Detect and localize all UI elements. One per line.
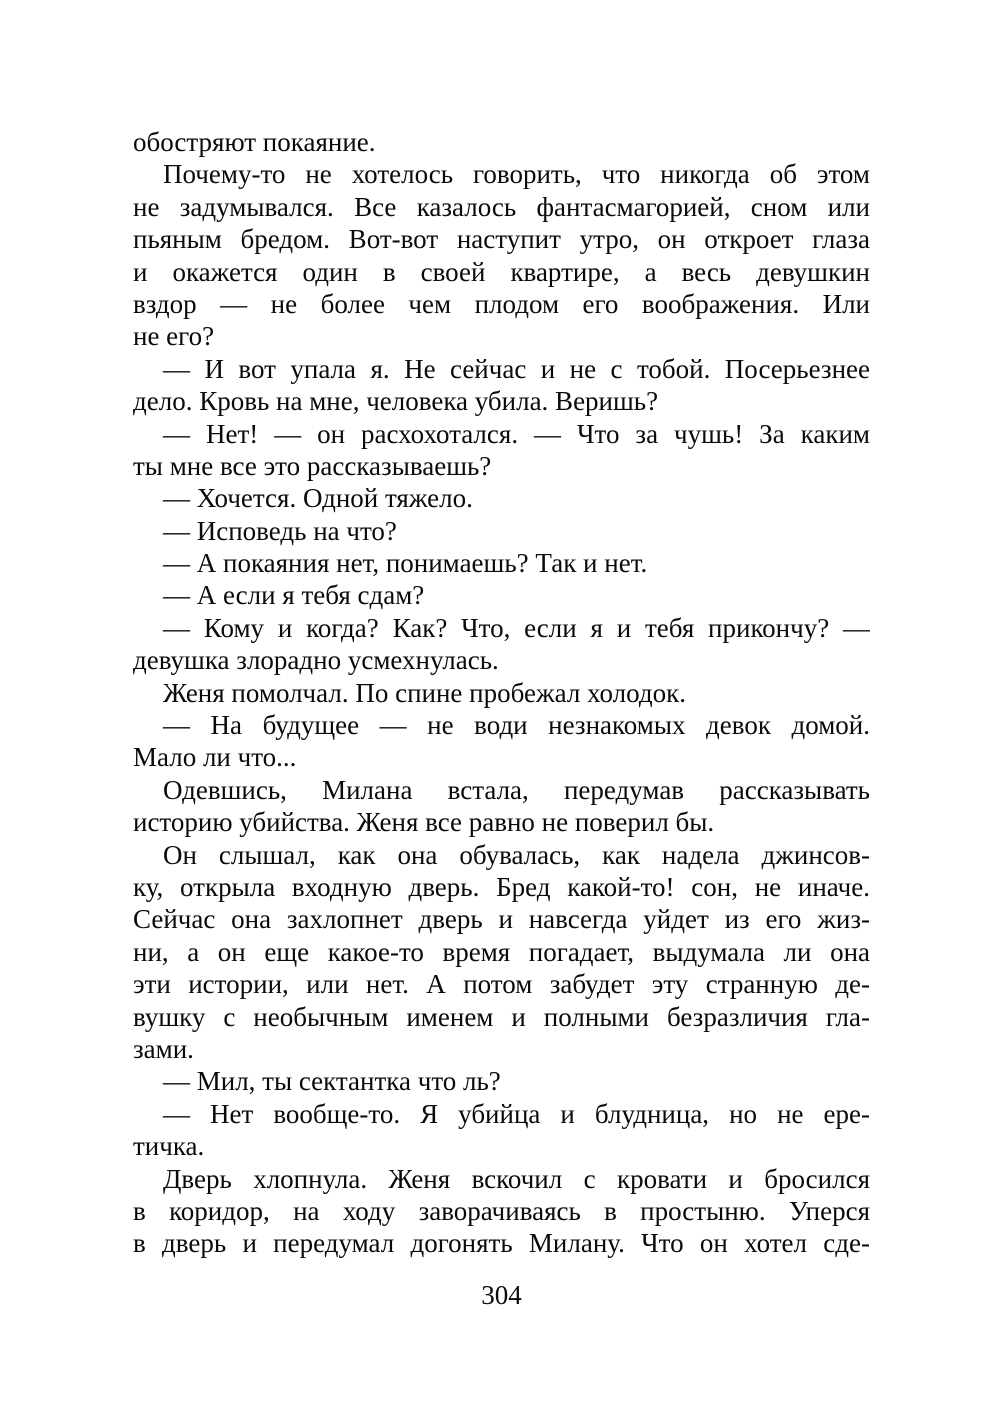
text-line: в дверь и передумал догонять Милану. Что он хотел сде- [133, 1228, 870, 1259]
text-line: пьяным бредом. Вот-вот наступит утро, он откроет глаза [133, 224, 870, 255]
text-line: зами. [133, 1033, 194, 1064]
text-line: — А если я тебя сдам? [163, 580, 425, 611]
text-line: — И вот упала я. Не сейчас и не с тобой. Посерьезнее [163, 353, 870, 384]
text-line: тичка. [133, 1131, 205, 1162]
text-line: Почему-то не хотелось говорить, что никогда об этом [163, 159, 870, 190]
text-line: Женя помолчал. По спине пробежал холодок. [163, 677, 686, 708]
text-line: и окажется один в своей квартире, а весь девушкин [133, 256, 870, 287]
text-line: — Нет вообще-то. Я убийца и блудница, но не ере- [163, 1098, 870, 1129]
text-line: — Исповедь на что? [163, 515, 397, 546]
text-line: ты мне все это рассказываешь? [133, 450, 492, 481]
paragraph [133, 547, 870, 579]
paragraph [133, 353, 870, 418]
paragraph [133, 579, 870, 611]
text-line: Сейчас она захлопнет дверь и навсегда уйдет из его жиз- [133, 904, 870, 935]
paragraph [133, 709, 870, 774]
text-line: Мало ли что... [133, 742, 297, 773]
page-footer [133, 1279, 870, 1311]
paragraph [133, 482, 870, 514]
text-line: в коридор, на ходу заворачиваясь в простыню. Уперся [133, 1195, 870, 1226]
paragraph [133, 612, 870, 677]
text-line: обостряют покаяние. [133, 127, 376, 157]
paragraph [133, 418, 870, 483]
paragraph [133, 1098, 870, 1163]
text-line: Он слышал, как она обувалась, как надела джинсов- [163, 839, 870, 870]
text-line: — Мил, ты сектантка что ль? [163, 1066, 501, 1097]
page-number: 304 [481, 1280, 522, 1310]
text-line: вздор — не более чем плодом его воображения. Или [133, 288, 870, 319]
text-line: — Кому и когда? Как? Что, если я и тебя прикончу? — [163, 612, 870, 643]
text-line: дело. Кровь на мне, человека убила. Веришь? [133, 386, 659, 417]
text-line: — А покаяния нет, понимаешь? Так и нет. [163, 548, 648, 579]
paragraph [133, 677, 870, 709]
text-line: вушку с необычным именем и полными безразличия гла- [133, 1001, 870, 1032]
paragraph [133, 774, 870, 839]
text-line: ку, открыла входную дверь. Бред какой-то! сон, не иначе. [133, 871, 870, 902]
text-line: не задумывался. Все казалось фантасмагорией, сном или [133, 191, 870, 222]
paragraph [133, 158, 870, 352]
text-line: Одевшись, Милана встала, передумав рассказывать [163, 774, 870, 805]
text-line: девушка злорадно усмехнулась. [133, 645, 499, 676]
text-line: — На будущее — не води незнакомых девок домой. [163, 710, 870, 741]
text-line: эти истории, или нет. А потом забудет эту странную де- [133, 969, 870, 1000]
text-line: Дверь хлопнула. Женя вскочил с кровати и бросился [163, 1163, 870, 1194]
paragraph [133, 1163, 870, 1260]
text-line: — Хочется. Одной тяжело. [163, 483, 473, 514]
text-line: не его? [133, 321, 215, 352]
text-line: историю убийства. Женя все равно не поверил бы. [133, 807, 715, 838]
text-block [133, 126, 870, 1260]
paragraph [133, 126, 870, 158]
paragraph [133, 839, 870, 1066]
text-line: — Нет! — он расхохотался. — Что за чушь! За каким [163, 418, 870, 449]
paragraph [133, 515, 870, 547]
paragraph [133, 1065, 870, 1097]
text-line: ни, а он еще какое-то время погадает, выдумала ли она [133, 936, 870, 967]
